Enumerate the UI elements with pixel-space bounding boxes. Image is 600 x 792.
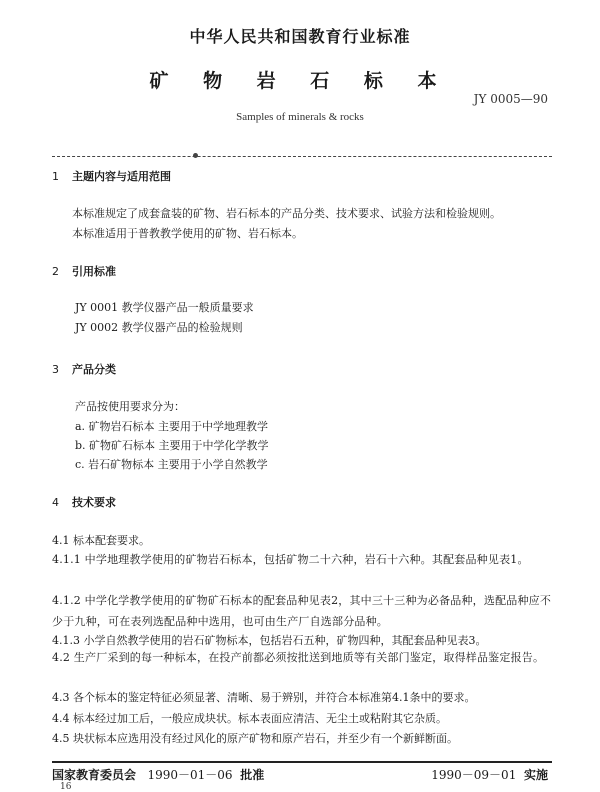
reference-jy0002: JY 0002 教学仪器产品的检验规则 [75, 321, 243, 334]
footer-approval [52, 766, 264, 783]
section-3-intro: 产品按使用要求分为： [75, 400, 185, 413]
clause-4-5: 4.5 块状标本应选用没有经过风化的原产矿物和原产岩石，并至少有一个新鲜断面。 [52, 732, 458, 745]
classification-item-b: b. 矿物矿石标本 主要用于中学化学教学 [75, 439, 269, 452]
issuer: 国家教育委员会 [52, 768, 137, 782]
footer-implementation [431, 766, 548, 783]
section-1-paragraph-1: 本标准规定了成套盒装的矿物、岩石标本的产品分类、技术要求、试验方法和检验规则。 [72, 207, 501, 220]
reference-jy0001: JY 0001 教学仪器产品一般质量要求 [75, 301, 254, 314]
clause-4-1: 4.1 标本配套要求。 [52, 534, 150, 547]
section-1-paragraph-2: 本标准适用于普教教学使用的矿物、岩石标本。 [72, 227, 303, 240]
section-3-heading: 3 产品分类 [52, 363, 116, 376]
section-2-heading: 2 引用标准 [52, 265, 116, 278]
standard-code: JY 0005—90 [473, 92, 548, 106]
approval-date: 1990－01－06 [147, 768, 233, 782]
approval-label: 批准 [240, 768, 265, 782]
clause-4-4: 4.4 标本经过加工后，一般应成块状。标本表面应清洁、无尘土或粘附其它杂质。 [52, 712, 447, 725]
clause-4-1-2: 4.1.2 中学化学教学使用的矿物矿石标本的配套品种见表2，其中三十三种为必备品种，选配品种应不少于九种，可在表列选配品种中选用，也可由生产厂自选部分品种。 [52, 594, 552, 628]
classification-item-a: a. 矿物岩石标本 主要用于中学地理教学 [75, 420, 269, 433]
footer-divider [52, 761, 552, 763]
clause-4-3: 4.3 各个标本的鉴定特征必须显著、清晰、易于辨别，并符合本标准第4.1条中的要求。 [52, 691, 476, 704]
english-title: Samples of minerals & rocks [236, 111, 364, 123]
clause-4-1-3: 4.1.3 小学自然教学使用的岩石矿物标本，包括岩石五种，矿物四种，其配套品种见表3。 [52, 634, 487, 647]
classification-item-c: c. 岩石矿物标本 主要用于小学自然教学 [75, 458, 268, 471]
document-title: 矿 物 岩 石 标 本 [149, 70, 451, 92]
divider-dot [193, 153, 198, 158]
section-4-heading: 4 技术要求 [52, 496, 116, 509]
header-divider [52, 156, 552, 157]
page-number: 16 [60, 782, 72, 792]
section-1-heading: 1 主题内容与适用范围 [52, 170, 171, 183]
implementation-label: 实施 [523, 768, 548, 782]
clause-4-1-1: 4.1.1 中学地理教学使用的矿物岩石标本，包括矿物二十六种，岩石十六种。其配套品种见表1。 [52, 553, 529, 566]
clause-4-2: 4.2 生产厂采到的每一种标本，在投产前都必须按批送到地质等有关部门鉴定，取得样品鉴定报告。 [52, 651, 545, 664]
header-authority: 中华人民共和国教育行业标准 [189, 27, 411, 46]
implementation-date: 1990－09－01 [431, 768, 517, 782]
